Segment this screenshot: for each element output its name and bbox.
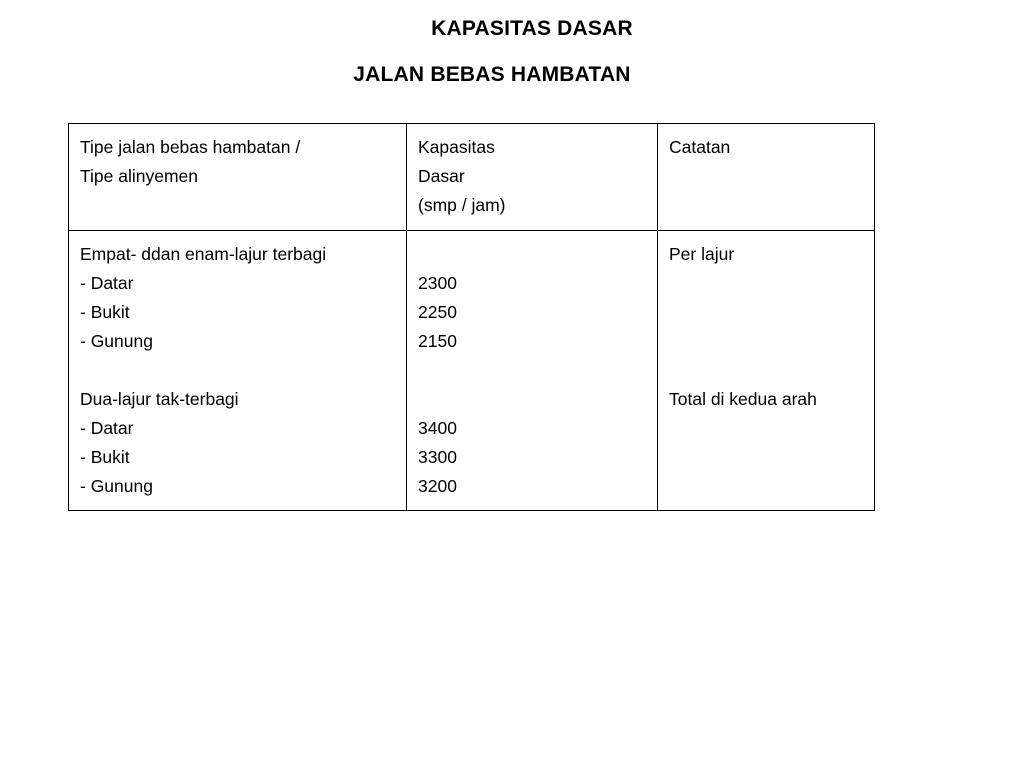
title-line-2: JALAN BEBAS HAMBATAN xyxy=(353,63,631,86)
alignment-label: - Bukit xyxy=(80,447,130,467)
page-title xyxy=(0,6,1024,98)
capacity-value: 2250 xyxy=(418,302,457,322)
table-row xyxy=(69,231,875,511)
blank-line xyxy=(418,385,657,414)
group-label: Empat- ddan enam-lajur terbagi xyxy=(80,244,327,264)
alignment-label: - Gunung xyxy=(80,476,153,496)
blank-line xyxy=(669,269,874,298)
header-cell-notes xyxy=(658,124,875,231)
header-cell-road-type xyxy=(69,124,407,231)
alignment-label: - Bukit xyxy=(80,302,130,322)
capacity-value: 3400 xyxy=(418,418,457,438)
blank-line xyxy=(669,298,874,327)
alignment-label: - Datar xyxy=(80,273,134,293)
body-cell-notes xyxy=(658,231,875,511)
header-line: Catatan xyxy=(669,137,731,157)
header-line: Tipe jalan bebas hambatan / xyxy=(80,137,301,157)
alignment-label: - Gunung xyxy=(80,331,153,351)
table-header-row xyxy=(69,124,875,231)
note-value: Per lajur xyxy=(669,244,735,264)
alignment-label: - Datar xyxy=(80,418,134,438)
capacity-value: 3300 xyxy=(418,447,457,467)
group-label: Dua-lajur tak-terbagi xyxy=(80,389,239,409)
blank-line xyxy=(80,356,406,385)
capacity-value: 3200 xyxy=(418,476,457,496)
body-cell-base-capacity xyxy=(407,231,658,511)
blank-line xyxy=(418,240,657,269)
base-capacity-table xyxy=(68,123,875,511)
blank-line xyxy=(669,327,874,356)
header-line: Dasar xyxy=(418,166,465,186)
header-line: (smp / jam) xyxy=(418,195,506,215)
capacity-value: 2150 xyxy=(418,331,457,351)
header-cell-base-capacity xyxy=(407,124,658,231)
title-line-1: KAPASITAS DASAR xyxy=(431,17,633,40)
header-line: Kapasitas xyxy=(418,137,495,157)
header-line: Tipe alinyemen xyxy=(80,166,199,186)
blank-line xyxy=(418,356,657,385)
capacity-value: 2300 xyxy=(418,273,457,293)
body-cell-road-type xyxy=(69,231,407,511)
note-value: Total di kedua arah xyxy=(669,389,817,409)
blank-line xyxy=(669,356,874,385)
